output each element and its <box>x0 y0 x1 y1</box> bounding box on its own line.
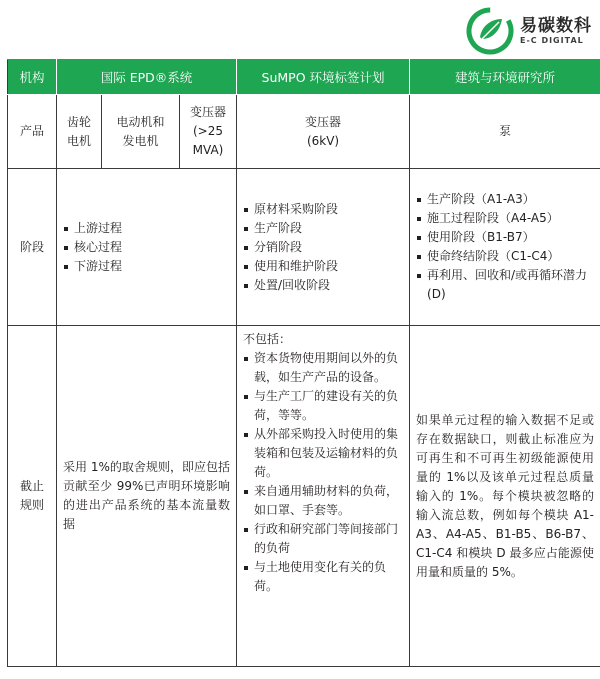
list-item: 与土地使用变化有关的负荷。 <box>243 558 403 596</box>
list-item: 使用和维护阶段 <box>243 257 403 276</box>
product-label: 产品 <box>8 95 57 169</box>
header-row <box>8 60 600 95</box>
list-item: 再利用、回收和/或再循环潜力(D) <box>416 266 594 304</box>
list-item: 核心过程 <box>63 238 230 257</box>
product-transformer-large: 变压器 (>25 MVA) <box>180 95 237 169</box>
header-bri: 建筑与环境研究所 <box>410 60 600 95</box>
list-item: 资本货物使用期间以外的负载，如生产产品的设备。 <box>243 349 403 387</box>
rule-sumpo-intro: 不包括： <box>243 332 292 346</box>
list-item: 生产阶段（A1-A3） <box>416 190 594 209</box>
list-item: 分销阶段 <box>243 238 403 257</box>
list-item: 生产阶段 <box>243 219 403 238</box>
rule-sumpo <box>237 326 410 667</box>
header-sumpo: SuMPO 环境标签计划 <box>237 60 410 95</box>
stage-row <box>8 169 600 326</box>
list-item: 从外部采购投入时使用的集装箱和包装及运输材料的负荷。 <box>243 425 403 482</box>
list-item: 使用阶段（B1-B7） <box>416 228 594 247</box>
stage-epd <box>57 169 237 326</box>
leaf-logo-icon <box>466 7 514 55</box>
product-pump: 泵 <box>410 95 600 169</box>
list-item: 行政和研究部门等间接部门的负荷 <box>243 520 403 558</box>
list-item: 原材料采购阶段 <box>243 200 403 219</box>
stage-bri <box>410 169 600 326</box>
product-motor: 电动机和 发电机 <box>102 95 180 169</box>
product-row <box>8 95 600 169</box>
header-epd: 国际 EPD®系统 <box>57 60 237 95</box>
list-item: 来自通用辅助材料的负荷，如口罩、手套等。 <box>243 482 403 520</box>
rule-epd: 采用 1%的取舍规则，即应包括贡献至少 99%已声明环境影响的进出产品系统的基本流量数据 <box>57 326 237 667</box>
header-org: 机构 <box>8 60 57 95</box>
comparison-table <box>7 59 600 667</box>
list-item: 施工过程阶段（A4-A5） <box>416 209 594 228</box>
list-item: 与生产工厂的建设有关的负荷，等等。 <box>243 387 403 425</box>
stage-sumpo <box>237 169 410 326</box>
brand-logo <box>466 6 592 56</box>
rule-bri: 如果单元过程的输入数据不足或存在数据缺口，则截止标准应为可再生和不可再生初级能源使用量的 1%以及该单元过程总质量输入的 1%。每个模块被忽略的输入流总数，例如每个模块 A1-A3、A4-A5、B1-B5、B6-B7、C1-C4 和模块 D 最多应占能源使用量和质量的 5%。 <box>410 326 600 667</box>
product-transformer-small: 变压器 (6kV) <box>237 95 410 169</box>
list-item: 处置/回收阶段 <box>243 276 403 295</box>
logo-cn-text: 易碳数科 <box>520 16 592 36</box>
list-item: 下游过程 <box>63 257 230 276</box>
list-item: 使命终结阶段（C1-C4） <box>416 247 594 266</box>
stage-label: 阶段 <box>8 169 57 326</box>
rule-label: 截止 规则 <box>8 326 57 667</box>
logo-en-text: E-C DIGITAL <box>520 36 584 45</box>
cutoff-rule-row <box>8 326 600 667</box>
product-gear: 齿轮 电机 <box>57 95 102 169</box>
list-item: 上游过程 <box>63 219 230 238</box>
